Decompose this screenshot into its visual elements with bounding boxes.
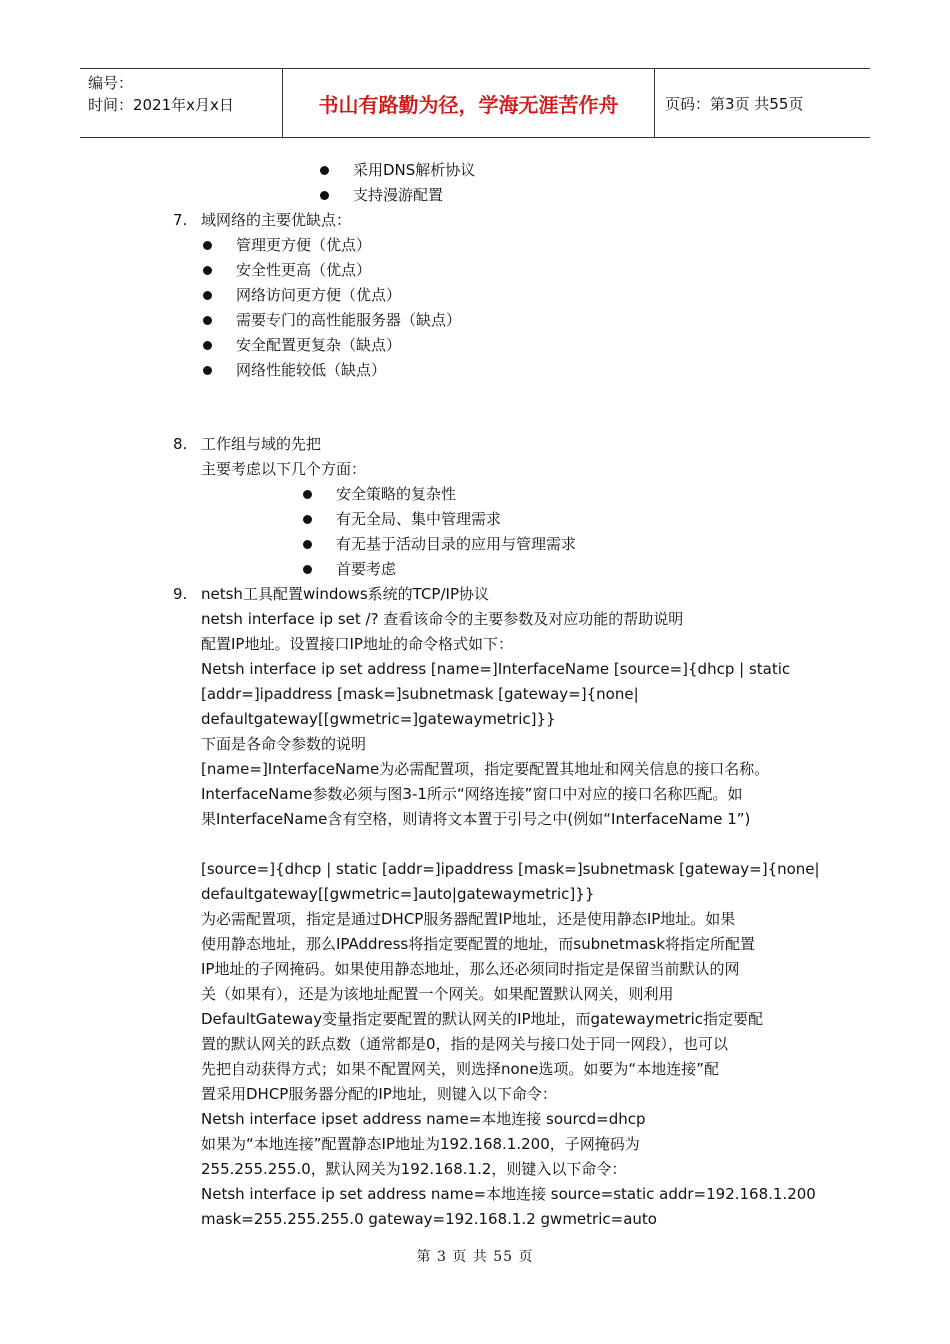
list-number: 9. <box>173 585 188 603</box>
bullet-item: 需要专门的高性能服务器（缺点） <box>236 308 461 333</box>
bullet-item: 支持漫游配置 <box>353 183 443 208</box>
bullet-item: 采用DNS解析协议 <box>353 158 475 183</box>
bullet-item: 有无基于活动目录的应用与管理需求 <box>336 532 576 557</box>
bullet-item: 网络访问更方便（优点） <box>236 283 401 308</box>
bullet-item: 安全策略的复杂性 <box>336 482 456 507</box>
text-line: defaultgateway[[gwmetric=]gatewaymetric]}} <box>201 710 556 728</box>
text-line: 为必需配置项，指定是通过DHCP服务器配置IP地址，还是使用静态IP地址。如果 <box>201 910 736 928</box>
text-line: 置采用DHCP服务器分配的IP地址，则键入以下命令： <box>201 1085 557 1103</box>
text-line: netsh工具配置windows系统的TCP/IP协议 <box>201 585 489 603</box>
text-line: 置的默认网关的跃点数（通常都是0，指的是网关与接口处于同一网段），也可以 <box>201 1035 729 1053</box>
time-label: 时间：2021年x月x日 <box>88 96 234 114</box>
text-line: 配置IP地址。设置接口IP地址的命令格式如下： <box>201 635 513 653</box>
list-number: 8. <box>173 435 188 453</box>
number-label: 编号： <box>88 74 134 92</box>
text-line: Netsh interface ipset address name=本地连接 sourcd=dhcp <box>201 1110 646 1128</box>
text-line: 下面是各命令参数的说明 <box>201 735 367 753</box>
text-line: 主要考虑以下几个方面： <box>201 460 367 478</box>
text-line: 工作组与域的先把 <box>201 435 322 453</box>
text-line: InterfaceName参数必须与图3-1所示“网络连接”窗口中对应的接口名称匹配。如 <box>201 785 743 803</box>
text-line: Netsh interface ip set address [name=]InterfaceName [source=]{dhcp | static <box>201 660 791 678</box>
text-line: 先把自动获得方式；如果不配置网关，则选择none选项。如要为“本地连接”配 <box>201 1060 719 1078</box>
header-page-info: 页码：第3页 共55页 <box>665 94 804 113</box>
text-line: 域网络的主要优缺点： <box>201 211 352 229</box>
text-line: 使用静态地址，那么IPAddress将指定要配置的地址，而subnetmask将指定所配置 <box>201 935 756 953</box>
bullet-item: 管理更方便（优点） <box>236 233 371 258</box>
text-line: DefaultGateway变量指定要配置的默认网关的IP地址，而gatewaymetric指定要配 <box>201 1010 764 1028</box>
bullet-item: 有无全局、集中管理需求 <box>336 507 501 532</box>
header-meta <box>80 69 283 137</box>
text-line: IP地址的子网掩码。如果使用静态地址，那么还必须同时指定是保留当前默认的网 <box>201 960 740 978</box>
text-line: netsh interface ip set /? 查看该命令的主要参数及对应功能的帮助说明 <box>201 610 684 628</box>
page-footer: 第 3 页 共 55 页 <box>416 1249 534 1265</box>
bullet-item: 网络性能较低（缺点） <box>236 358 386 383</box>
text-line: [source=]{dhcp | static [addr=]ipaddress [mask=]subnetmask [gateway=]{none| <box>201 860 820 878</box>
text-line: Netsh interface ip set address name=本地连接 source=static addr=192.168.1.200 <box>201 1185 816 1203</box>
text-line: [addr=]ipaddress [mask=]subnetmask [gateway=]{none| <box>201 685 639 703</box>
text-line: 果InterfaceName含有空格，则请将文本置于引号之中(例如“InterfaceName 1”) <box>201 810 751 828</box>
text-line: 关（如果有），还是为该地址配置一个网关。如果配置默认网关，则利用 <box>201 985 674 1003</box>
bullet-item: 安全配置更复杂（缺点） <box>236 333 401 358</box>
text-line: 如果为“本地连接”配置静态IP地址为192.168.1.200，子网掩码为 <box>201 1135 640 1153</box>
text-line: defaultgateway[[gwmetric=]auto|gatewaymetric]}} <box>201 885 595 903</box>
bullet-item: 首要考虑 <box>336 557 396 582</box>
header-motto: 书山有路勤为径，学海无涯苦作舟 <box>283 69 655 137</box>
text-line: mask=255.255.255.0 gateway=192.168.1.2 gwmetric=auto <box>201 1210 657 1228</box>
page-header <box>80 68 870 138</box>
text-line: [name=]InterfaceName为必需配置项，指定要配置其地址和网关信息的接口名称。 <box>201 760 770 778</box>
text-line: 255.255.255.0，默认网关为192.168.1.2，则键入以下命令： <box>201 1160 627 1178</box>
bullet-item: 安全性更高（优点） <box>236 258 371 283</box>
list-number: 7. <box>173 211 188 229</box>
